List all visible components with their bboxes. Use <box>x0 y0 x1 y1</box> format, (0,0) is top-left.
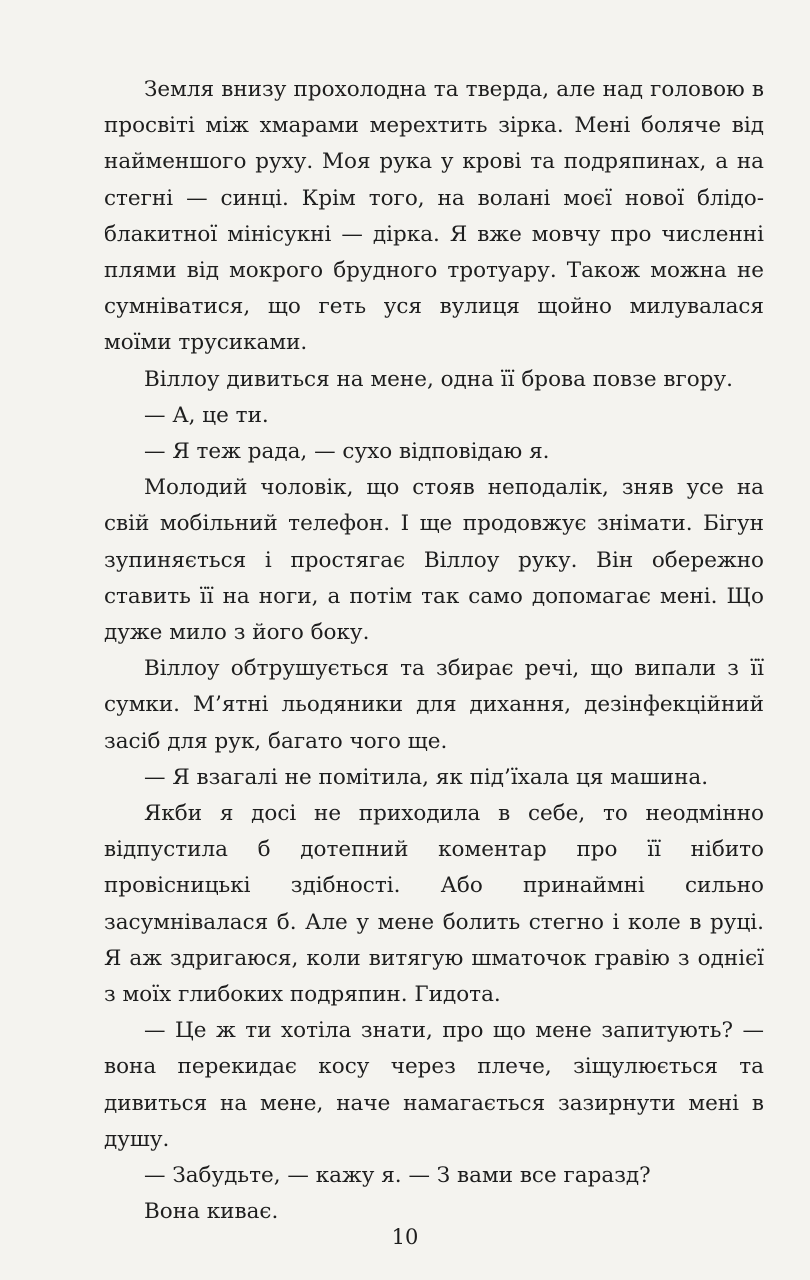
paragraph: — Я взагалі не помітила, як під’їхала ця машина. <box>144 764 709 790</box>
paragraph: — Забудьте, — кажу я. — З вами все гаразд? <box>144 1163 651 1189</box>
paragraph: — Це ж ти хотіла знати, про що мене запитують? — вона перекидає косу через плече, зіщулюється та дивиться на мене, наче намагається зазирнути мені в душу. <box>104 1018 764 1152</box>
paragraph: Земля внизу прохолодна та тверда, але над головою в просвіті між хмарами мерехтить зірка. Мені боляче від найменшого руху. Моя рука у крові та подряпинах, а на стегні — синці. Крім того, на волані моєї нової блідо-блакитної мінісукні — дірка. Я вже мовчу про численні плями від мокрого брудного тротуару. Також можна не сумніватися, що геть уся вулиця щойно милувалася моїми трусиками. <box>104 77 764 356</box>
paragraph: Вона киває. <box>144 1199 279 1225</box>
body-text <box>104 72 764 1231</box>
paragraph: Віллоу дивиться на мене, одна її брова повзе вгору. <box>144 366 733 392</box>
paragraph: — А, це ти. <box>144 402 269 428</box>
paragraph: Молодий чоловік, що стояв неподалік, зняв усе на свій мобільний телефон. І ще продовжує знімати. Бігун зупиняється і простягає Віллоу руку. Він обережно ставить її на ноги, а потім так само допомагає мені. Що дуже мило з його боку. <box>104 475 764 646</box>
paragraph: — Я теж рада, — сухо відповідаю я. <box>144 439 550 465</box>
paragraph: Віллоу обтрушується та збирає речі, що випали з її сумки. М’ятні льодяники для дихання, дезінфекційний засіб для рук, багато чого ще. <box>104 656 764 754</box>
paragraph: Якби я досі не приходила в себе, то неодмінно відпустила б дотепний коментар про її нібито провісницькі здібності. Або принаймні сильно засумнівалася б. Але у мене болить стегно і коле в руці. Я аж здригаюся, коли витягую шматочок гравію з однієї з моїх глибоких подряпин. Гидота. <box>104 801 764 1008</box>
page-number: 10 <box>391 1225 419 1249</box>
